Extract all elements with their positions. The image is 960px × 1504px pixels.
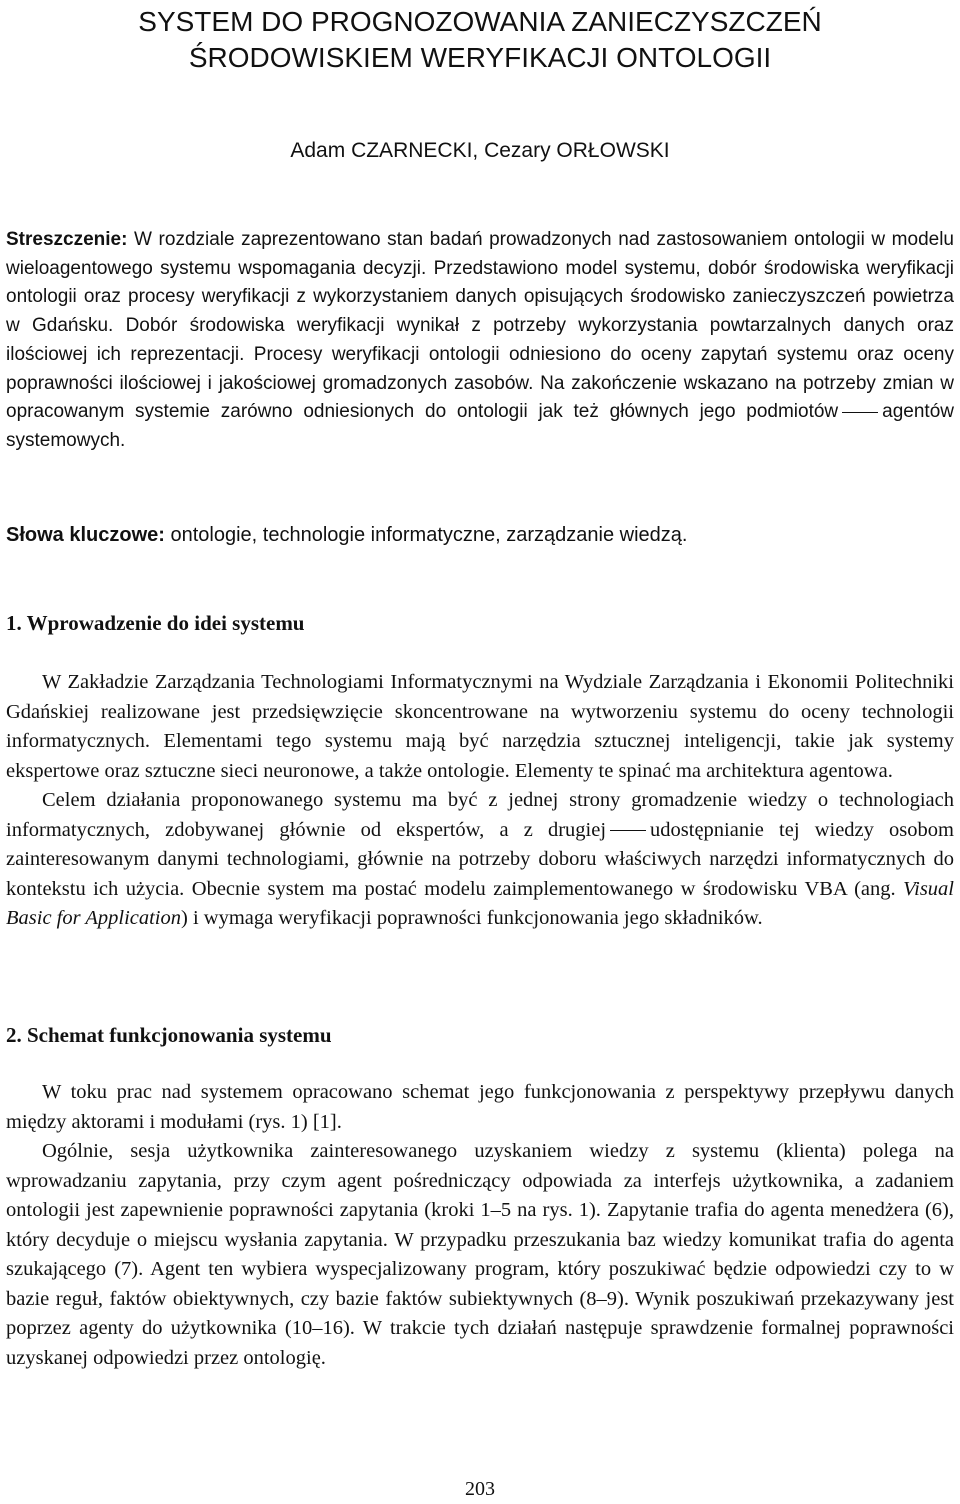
paragraph-2-part-b: udostępnianie tej wiedzy osobom zainteresowanym danymi technologiami, głównie na potrzeby doboru właściwych narzędzi informatycznych do kontekstu ich użycia. Obecnie system ma postać modelu zaimplementowanego w środowisku VBA (ang.: [6, 818, 954, 900]
paragraph-2-part-a: Celem działania proponowanego systemu ma być z jednej strony gromadzenie wiedzy o technologiach informatycznych, zdobywanej głównie od ekspertów, a z drugiej: [6, 789, 954, 841]
em-dash-rule: [610, 830, 646, 831]
section-1-heading: 1. Wprowadzenie do idei systemu: [6, 611, 305, 635]
section-1-paragraph-2: [6, 786, 954, 934]
keywords-text: ontologie, technologie informatyczne, zarządzanie wiedzą.: [164, 524, 688, 546]
section-1-paragraph-1: W Zakładzie Zarządzania Technologiami Informatycznymi na Wydziale Zarządzania i Ekonomii Politechniki Gdańskiej realizowane jest przedsięwzięcie skoncentrowane na wytworzeniu systemu do oceny technologii informatycznych. Elementami tego systemu mają być narzędzia sztucznej inteligencji, takie jak systemy ekspertowe oraz sztuczne sieci neuronowe, a także ontologie. Elementy te spinać ma architektura agentowa.: [6, 671, 954, 782]
authors: Adam CZARNECKI, Cezary ORŁOWSKI: [290, 139, 670, 162]
keywords-label: Słowa kluczowe:: [6, 524, 165, 546]
abstract-label: Streszczenie:: [6, 229, 128, 250]
abstract-text-end: agentów systemowych.: [6, 401, 954, 451]
section-2-body: [6, 1078, 954, 1373]
paragraph-2-italic: Visual Basic for Application: [6, 877, 954, 929]
abstract: [6, 226, 954, 456]
section-1-body: [6, 668, 954, 934]
keywords: [6, 520, 954, 550]
abstract-text: W rozdziale zaprezentowano stan badań prowadzonych nad zastosowaniem ontologii w modelu wieloagentowego systemu wspomagania decyzji. Przedstawiono model systemu, dobór środowiska weryfikacji ontologii oraz procesy weryfikacji z wykorzystaniem danych opisujących środowisko zanieczyszczeń powietrza w Gdańsku. Dobór środowiska weryfikacji wynikał z potrzeby wykorzystania powtarzalnych danych oraz ilościowej ich reprezentacji. Procesy weryfikacji ontologii odniesiono do oceny zapytań systemu oraz oceny poprawności ilościowej i jakościowej gromadzonych zasobów. Na zakończenie wskazano na potrzeby zmian w opracowanym systemie zarówno odniesionych do ontologii jak też głównych jego podmiotów: [6, 229, 954, 423]
section-2-paragraph-1: W toku prac nad systemem opracowano schemat jego funkcjonowania z perspektywy przepływu danych między aktorami i modułami (rys. 1) [1].: [6, 1081, 954, 1133]
section-2-heading: 2. Schemat funkcjonowania systemu: [6, 1023, 332, 1047]
paragraph-2-part-c: ) i wymaga weryfikacji poprawności funkcjonowania jego składników.: [181, 907, 763, 929]
title-line-1: SYSTEM DO PROGNOZOWANIA ZANIECZYSZCZEŃ: [138, 6, 822, 37]
section-2-paragraph-2: Ogólnie, sesja użytkownika zainteresowanego uzyskaniem wiedzy z systemu (klienta) polega na wprowadzaniu zapytania, przy czym agent pośredniczący odpowiada za interfejs użytkownika, a zadaniem ontologii jest zapewnienie poprawności zapytania (kroki 1–5 na rys. 1). Zapytanie trafia do agenta menedżera (6), który decyduje o miejscu wysłania zapytania. W przypadku przeszukania baz wiedzy komunikat trafia do agenta szukającego (7). Agent ten wybiera wyspecjalizowany program, który poszukiwać będzie odpowiedzi czy to w bazie reguł, faktów obiektywnych, czy bazie faktów subiektywnych (8–9). Wynik poszukiwań przekazywany jest poprzez agenty do użytkownika (10–16). W trakcie tych działań następuje sprawdzenie formalnej poprawności uzyskanej odpowiedzi przez ontologię.: [6, 1140, 954, 1369]
page-number: 203: [465, 1478, 495, 1500]
em-dash-rule: [842, 412, 878, 413]
title-line-2: ŚRODOWISKIEM WERYFIKACJI ONTOLOGII: [188, 42, 772, 73]
paper-title: [0, 4, 960, 76]
